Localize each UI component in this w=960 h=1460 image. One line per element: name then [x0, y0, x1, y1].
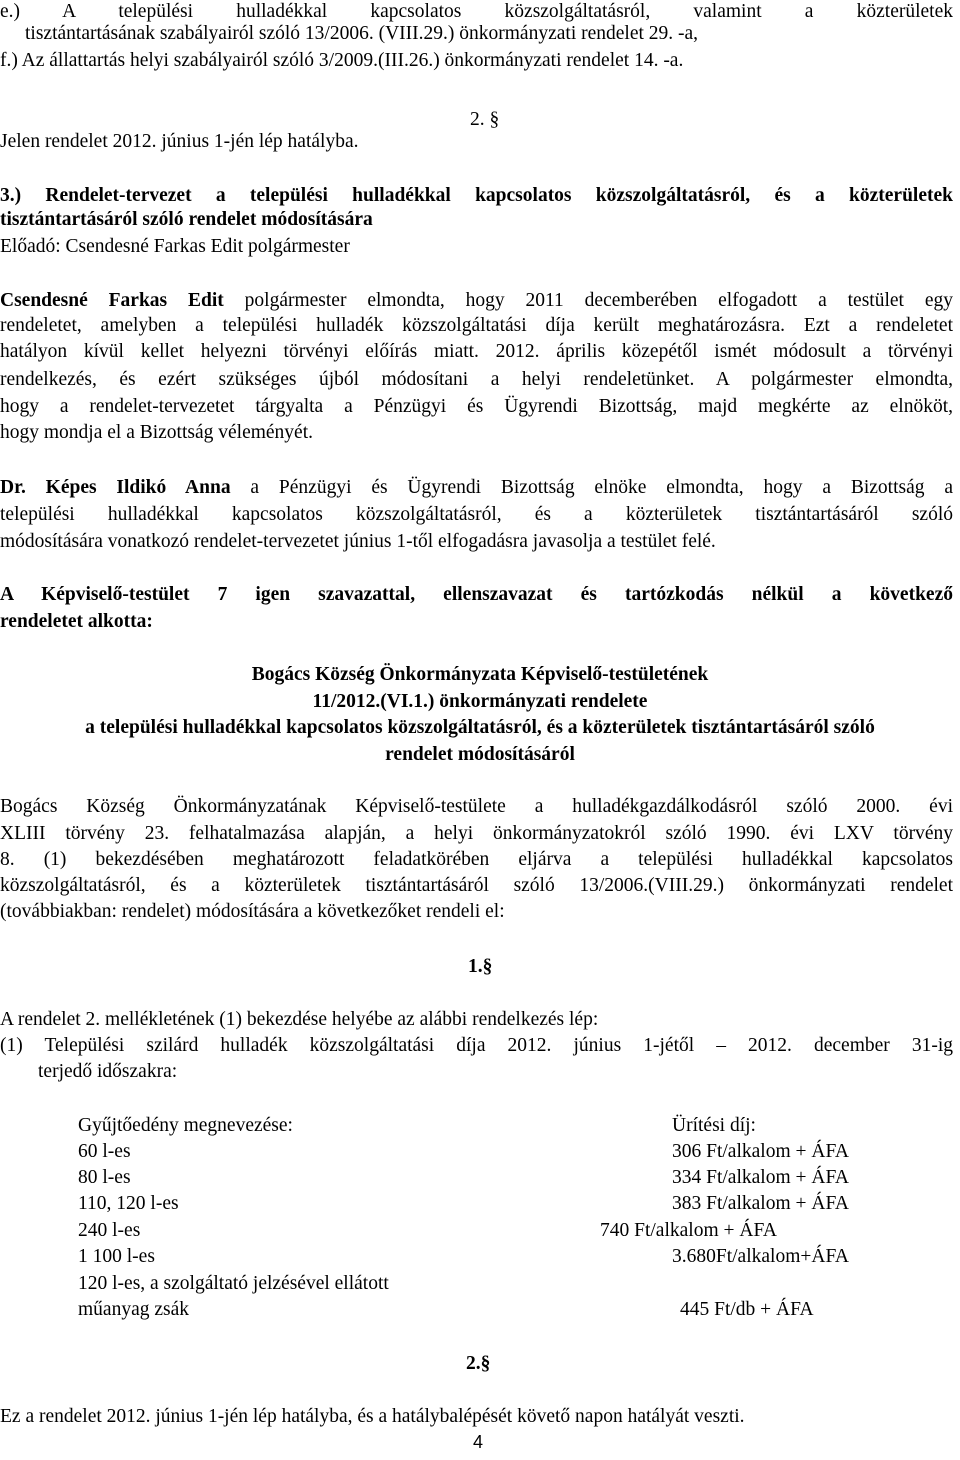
page-number: 4	[473, 1432, 484, 1452]
decree-title-line1: Bogács Község Önkormányzata Képviselő-testületének	[251, 664, 709, 685]
table-cell-fee: 3.680Ft/alkalom+ÁFA	[672, 1246, 849, 1267]
amendment-p1-line1: (1) Települési szilárd hulladék közszolgáltatási díja 2012. június 1-jétől – 2012. december 31-ig	[0, 1035, 953, 1056]
section-1-mark: 1.§	[468, 956, 493, 977]
para1-line4: rendelkezés, és ezért szükséges újból módosítani a helyi rendeletünket. A polgármester elmondta,	[0, 369, 953, 390]
para2-line2: települési hulladékkal kapcsolatos közszolgáltatásról, és a közterületek tisztántartásáról szóló	[0, 504, 953, 525]
section-sign-icon: §	[482, 956, 493, 977]
table-cell-fee: 740 Ft/alkalom + ÁFA	[600, 1220, 777, 1241]
list-item-f: f.) Az állattartás helyi szabályairól szóló 3/2009.(III.26.) önkormányzati rendelet 14. -a.	[0, 50, 684, 71]
agenda-item-3-title: 3.) Rendelet-tervezet a települési hulladékkal kapcsolatos közszolgáltatásról, és a közterületek	[0, 185, 953, 206]
para2-line3: módosítására vonatkozó rendelet-tervezetet június 1-től elfogadásra javasolja a testület felé.	[0, 531, 716, 552]
decree-title-line4: rendelet módosításáról	[385, 744, 575, 765]
closing-text: Ez a rendelet 2012. június 1-jén lép hatályba, és a hatálybalépését követő napon hatályát veszti.	[0, 1406, 745, 1427]
preamble-line4: közszolgáltatásról, és a közterületek tisztántartásáról szóló 13/2006.(VIII.29.) önkormányzati rendelet	[0, 875, 953, 896]
table-header-fee: Ürítési díj:	[672, 1115, 756, 1136]
decree-title-line3: a települési hulladékkal kapcsolatos közszolgáltatásról, és a közterületek tisztántartásáról szóló	[85, 717, 875, 738]
table-cell-container: 80 l-es	[78, 1167, 131, 1188]
presenter: Előadó: Csendesné Farkas Edit polgármester	[0, 236, 350, 257]
vote-line1: A Képviselő-testület 7 igen szavazattal, ellenszavazat és tartózkodás nélkül a következő	[0, 584, 953, 605]
table-cell-container: 240 l-es	[78, 1220, 141, 1241]
para1-line5: hogy a rendelet-tervezetet tárgyalta a Pénzügyi és Ügyrendi Bizottság, majd megkérte az elnököt,	[0, 396, 953, 417]
agenda-item-3-title-cont: tisztántartásáról szóló rendelet módosítására	[0, 209, 373, 230]
table-cell-container: 1 100 l-es	[78, 1246, 155, 1267]
table-header-container: Gyűjtőedény megnevezése:	[78, 1115, 293, 1136]
section-sign-icon: §	[489, 109, 500, 130]
preamble-line1: Bogács Község Önkormányzatának Képviselő-testülete a hulladékgazdálkodásról szóló 2000. évi	[0, 796, 953, 817]
section-sign-icon: §	[480, 1353, 491, 1374]
effective-date-text: Jelen rendelet 2012. június 1-jén lép hatályba.	[0, 131, 359, 152]
table-cell-fee: 306 Ft/alkalom + ÁFA	[672, 1141, 849, 1162]
table-cell-container: 60 l-es	[78, 1141, 131, 1162]
list-item-e-line1: e.) A települési hulladékkal kapcsolatos közszolgáltatásról, valamint a közterületek	[0, 1, 953, 22]
section-2b-mark: 2.§	[466, 1353, 491, 1374]
para1-line2: rendeletet, amelyben a települési hulladék közszolgáltatási díja került meghatározásra. Ezt a rendeletet	[0, 315, 953, 336]
table-cell-container: 120 l-es, a szolgáltató jelzésével ellátott	[78, 1273, 389, 1294]
speaker-name: Dr. Képes Ildikó Anna	[0, 477, 231, 498]
para1-line6: hogy mondja el a Bizottság véleményét.	[0, 422, 313, 443]
list-item-e-line2: tisztántartásának szabályairól szóló 13/2006. (VIII.29.) önkormányzati rendelet 29. -a,	[25, 23, 699, 44]
speaker-name: Csendesné Farkas Edit	[0, 290, 224, 311]
amendment-intro: A rendelet 2. mellékletének (1) bekezdése helyébe az alábbi rendelkezés lép:	[0, 1009, 599, 1030]
table-cell-fee: 383 Ft/alkalom + ÁFA	[672, 1193, 849, 1214]
preamble-line5: (továbbiakban: rendelet) módosítására a következőket rendeli el:	[0, 901, 505, 922]
para1-line3: hatályon kívül kellet helyezni törvényi előírás miatt. 2012. április közepétől ismét módosult a törvényi	[0, 341, 953, 362]
table-cell-fee: 445 Ft/db + ÁFA	[680, 1299, 814, 1320]
vote-line2: rendeletet alkotta:	[0, 611, 153, 632]
para2-line1: Dr. Képes Ildikó Anna a Pénzügyi és Ügyrendi Bizottság elnöke elmondta, hogy a Bizottság a	[0, 477, 953, 498]
preamble-line2: XLIII törvény 23. felhatalmazása alapján, a helyi önkormányzatokról szóló 1990. évi LXV törvény	[0, 823, 953, 844]
preamble-line3: 8. (1) bekezdésében meghatározott feladatkörében eljárva a települési hulladékkal kapcsolatos	[0, 849, 953, 870]
table-cell-container: műanyag zsák	[78, 1299, 190, 1320]
decree-title-line2: 11/2012.(VI.1.) önkormányzati rendelete	[312, 691, 648, 712]
section-2-mark: 2. §	[470, 109, 500, 130]
table-cell-container: 110, 120 l-es	[78, 1193, 179, 1214]
amendment-p1-line2: terjedő időszakra:	[38, 1061, 178, 1082]
para1-line1: Csendesné Farkas Edit polgármester elmondta, hogy 2011 decemberében elfogadott a testület egy	[0, 290, 953, 311]
table-cell-fee: 334 Ft/alkalom + ÁFA	[672, 1167, 849, 1188]
